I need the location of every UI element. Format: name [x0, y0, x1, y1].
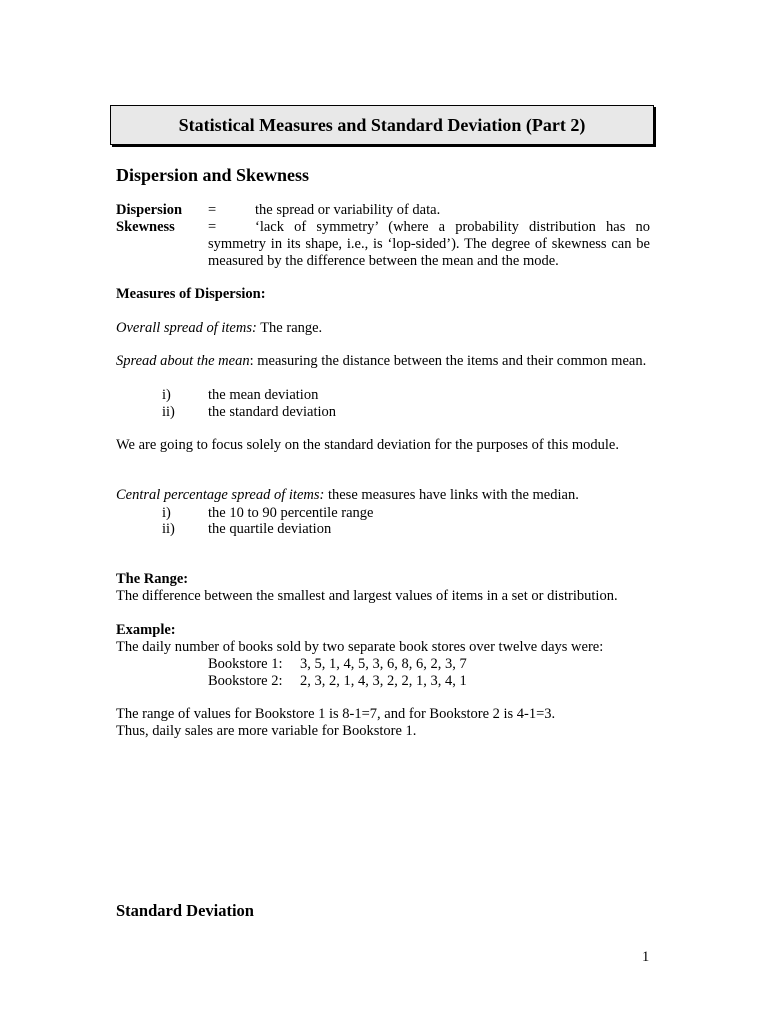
central-spread-text: these measures have links with the median. — [324, 487, 579, 503]
range-definition: The difference between the smallest and largest values of items in a set or distribution. — [116, 588, 618, 604]
definition-text-skewness-line1: ‘lack of symmetry’ (where a probability distribution has no — [255, 219, 650, 235]
measures-heading: Measures of Dispersion: — [116, 286, 266, 302]
list-item-number: i) — [162, 505, 171, 521]
list-item-number: i) — [162, 387, 171, 403]
page-title: Statistical Measures and Standard Deviation (Part 2) — [110, 105, 654, 145]
overall-spread-paragraph — [116, 320, 650, 337]
section-heading-dispersion-skewness: Dispersion and Skewness — [116, 165, 310, 185]
range-result: The range of values for Bookstore 1 is 8-1=7, and for Bookstore 2 is 4-1=3. — [116, 706, 556, 722]
definition-equals: = — [208, 219, 217, 235]
definition-equals: = — [208, 202, 217, 218]
spread-mean-text: : measuring the distance between the items and their common mean. — [249, 353, 647, 369]
conclusion: Thus, daily sales are more variable for Bookstore 1. — [116, 723, 417, 739]
list-item-number: ii) — [162, 404, 175, 420]
overall-spread-label: Overall spread of items: — [116, 320, 257, 336]
definition-text-dispersion: the spread or variability of data. — [255, 202, 441, 218]
example-intro: The daily number of books sold by two separate book stores over twelve days were: — [116, 639, 604, 655]
list-item: the mean deviation — [208, 387, 319, 403]
central-spread-label: Central percentage spread of items: — [116, 487, 325, 503]
list-item: the quartile deviation — [208, 521, 332, 537]
bookstore-label: Bookstore 2: — [208, 673, 283, 689]
list-item-number: ii) — [162, 521, 175, 537]
spread-mean-label: Spread about the mean — [116, 353, 250, 369]
definition-text-skewness-rest: symmetry in its shape, i.e., is ‘lop-sided’). The degree of skewness can be measured by the difference between the mean and the mode. — [208, 236, 650, 269]
list-item: the standard deviation — [208, 404, 337, 420]
page-number: 1 — [642, 949, 650, 965]
range-heading: The Range: — [116, 571, 189, 587]
section-heading-standard-deviation: Standard Deviation — [116, 901, 254, 920]
focus-paragraph: We are going to focus solely on the standard deviation for the purposes of this module. — [116, 437, 619, 453]
bookstore-values: 3, 5, 1, 4, 5, 3, 6, 8, 6, 2, 3, 7 — [300, 656, 467, 672]
example-heading: Example: — [116, 622, 176, 638]
list-item: the 10 to 90 percentile range — [208, 505, 374, 521]
definition-term-skewness: Skewness — [116, 219, 175, 235]
bookstore-values: 2, 3, 2, 1, 4, 3, 2, 2, 1, 3, 4, 1 — [300, 673, 467, 689]
spread-mean-paragraph — [116, 353, 650, 370]
bookstore-label: Bookstore 1: — [208, 656, 283, 672]
definition-term-dispersion: Dispersion — [116, 202, 183, 218]
central-spread-paragraph — [116, 487, 650, 504]
overall-spread-text: The range. — [256, 320, 323, 336]
